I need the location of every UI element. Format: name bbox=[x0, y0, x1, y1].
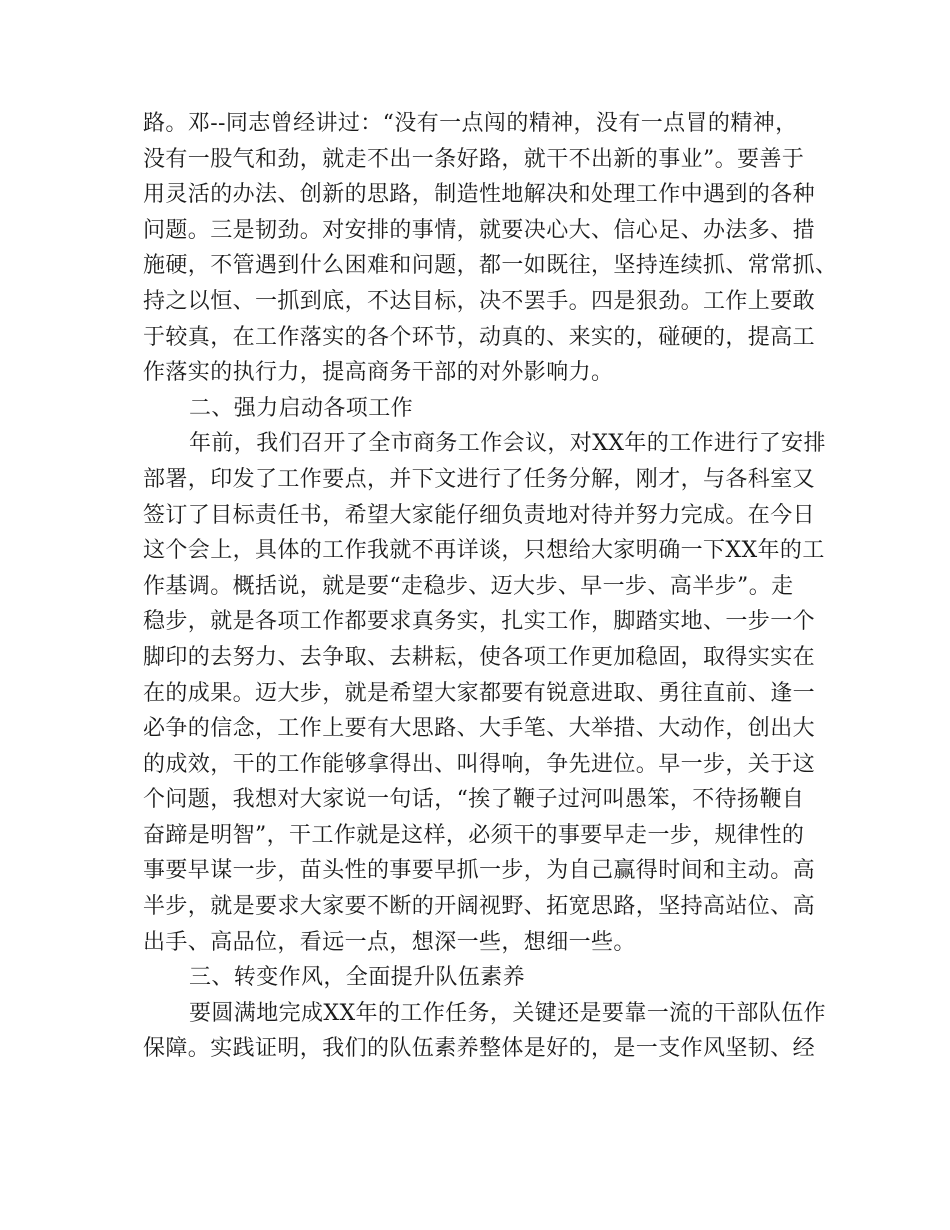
text-line: 持之以恒、一抓到底，不达目标，决不罢手。四是狠劲。工作上要敢 bbox=[143, 288, 816, 314]
text-line: 问题。三是韧劲。对安排的事情，就要决心大、信心足、办法多、措 bbox=[143, 217, 816, 243]
text-line: 路。邓--同志曾经讲过：“没有一点闯的精神，没有一点冒的精神， bbox=[143, 111, 798, 136]
text-line: 出手、高品位，看远一点，想深一些，想细一些。 bbox=[143, 929, 636, 955]
text-line: 于较真，在工作落实的各个环节，动真的、来实的，碰硬的，提高工 bbox=[143, 324, 816, 350]
text-line: 签订了目标责任书，希望大家能仔细负责地对待并努力完成。在今日 bbox=[143, 502, 816, 528]
text-line: 用灵活的办法、创新的思路，制造性地解决和处理工作中遇到的各种 bbox=[143, 182, 816, 208]
text-line: 作落实的执行力，提高商务干部的对外影响力。 bbox=[143, 360, 614, 386]
text-line: 保障。实践证明，我们的队伍素养整体是好的，是一支作风坚韧、经 bbox=[143, 1036, 816, 1062]
text-line: 必争的信念，工作上要有大思路、大手笔、大举措、大动作，创出大 bbox=[143, 716, 816, 742]
text-line: 稳步，就是各项工作都要求真务实，扎实工作，脚踏实地、一步一个 bbox=[143, 609, 816, 635]
text-line: 要圆满地完成XX年的工作任务，关键还是要靠一流的干部队伍作 bbox=[189, 1000, 826, 1026]
text-line: 部署，印发了工作要点，并下文进行了任务分解，刚才，与各科室又 bbox=[143, 466, 816, 492]
document-body bbox=[143, 106, 838, 1067]
text-line: 奋蹄是明智”，干工作就是这样，必须干的事要早走一步，规律性的 bbox=[143, 822, 805, 848]
text-line: 作基调。概括说，就是要“走稳步、迈大步、早一步、高半步”。走 bbox=[143, 573, 794, 599]
section-heading: 二、强力启动各项工作 bbox=[189, 395, 414, 421]
text-line: 的成效，干的工作能够拿得出、叫得响，争先进位。早一步，关于这 bbox=[143, 751, 816, 777]
text-line: 施硬，不管遇到什么困难和问题，都一如既往，坚持连续抓、常常抓、 bbox=[143, 253, 838, 279]
text-line: 脚印的去努力、去争取、去耕耘，使各项工作更加稳固，取得实实在 bbox=[143, 644, 816, 670]
section-heading: 三、转变作风，全面提升队伍素养 bbox=[189, 965, 526, 991]
text-line: 半步，就是要求大家要不断的开阔视野、拓宽思路，坚持高站位、高 bbox=[143, 894, 816, 920]
text-line: 在的成果。迈大步，就是希望大家都要有锐意进取、勇往直前、逢一 bbox=[143, 680, 816, 706]
text-line: 这个会上，具体的工作我就不再详谈，只想给大家明确一下XX年的工 bbox=[143, 538, 825, 564]
text-line: 没有一股气和劲，就走不出一条好路，就干不出新的事业”。要善于 bbox=[143, 146, 805, 172]
text-line: 个问题，我想对大家说一句话，“挨了鞭子过河叫愚笨，不待扬鞭自 bbox=[143, 787, 805, 813]
text-line: 事要早谋一步，苗头性的事要早抓一步，为自己赢得时间和主动。高 bbox=[143, 858, 816, 884]
text-line: 年前，我们召开了全市商务工作会议，对XX年的工作进行了安排 bbox=[189, 431, 826, 457]
